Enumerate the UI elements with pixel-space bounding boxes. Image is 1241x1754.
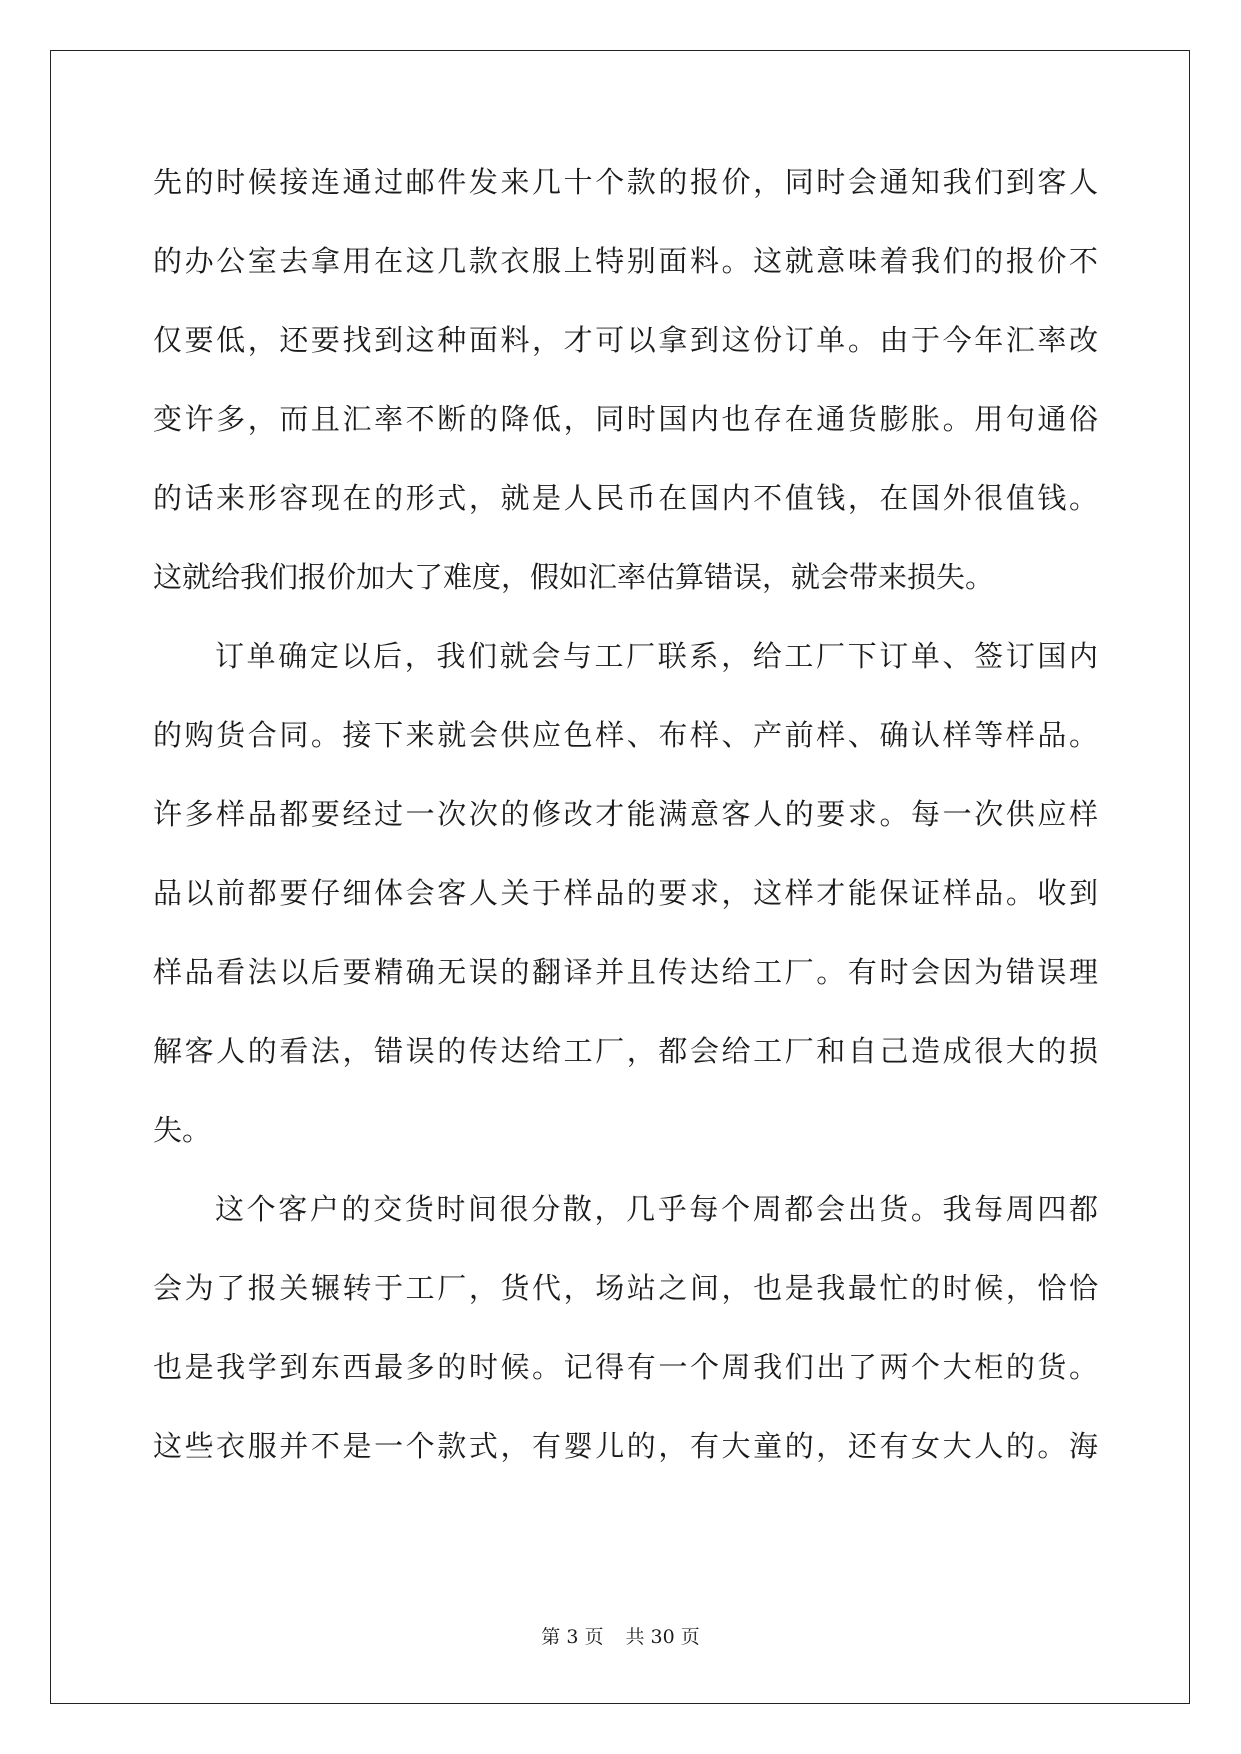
text-line: 解客人的看法，错误的传达给工厂，都会给工厂和自己造成很大的损 (153, 1034, 1098, 1068)
paragraph-first-line: 这个客户的交货时间很分散，几乎每个周都会出货。我每周四都 (215, 1192, 1098, 1226)
text-line: 的办公室去拿用在这几款衣服上特别面料。这就意味着我们的报价不 (153, 244, 1098, 278)
text-line: 变许多，而且汇率不断的降低，同时国内也存在通货膨胀。用句通俗 (153, 402, 1098, 436)
text-line: 先的时候接连通过邮件发来几十个款的报价，同时会通知我们到客人 (153, 165, 1098, 199)
page-number: 第 3 页 (541, 1626, 604, 1648)
page-footer (0, 1624, 1241, 1650)
text-line: 品以前都要仔细体会客人关于样品的要求，这样才能保证样品。收到 (153, 876, 1098, 910)
text-line: 样品看法以后要精确无误的翻译并且传达给工厂。有时会因为错误理 (153, 955, 1098, 989)
text-line: 这就给我们报价加大了难度，假如汇率估算错误，就会带来损失。 (153, 560, 995, 594)
text-line: 这些衣服并不是一个款式，有婴儿的，有大童的，还有女大人的。海 (153, 1429, 1098, 1463)
text-line: 也是我学到东西最多的时候。记得有一个周我们出了两个大柜的货。 (153, 1350, 1098, 1384)
page-total: 共 30 页 (625, 1626, 700, 1648)
paragraph-first-line: 订单确定以后，我们就会与工厂联系，给工厂下订单、签订国内 (215, 639, 1098, 673)
text-line: 会为了报关辗转于工厂，货代，场站之间，也是我最忙的时候，恰恰 (153, 1271, 1098, 1305)
text-line: 仅要低，还要找到这种面料，才可以拿到这份订单。由于今年汇率改 (153, 323, 1098, 357)
text-line: 失。 (153, 1113, 212, 1147)
text-line: 的购货合同。接下来就会供应色样、布样、产前样、确认样等样品。 (153, 718, 1098, 752)
text-line: 的话来形容现在的形式，就是人民币在国内不值钱，在国外很值钱。 (153, 481, 1098, 515)
text-line: 许多样品都要经过一次次的修改才能满意客人的要求。每一次供应样 (153, 797, 1098, 831)
